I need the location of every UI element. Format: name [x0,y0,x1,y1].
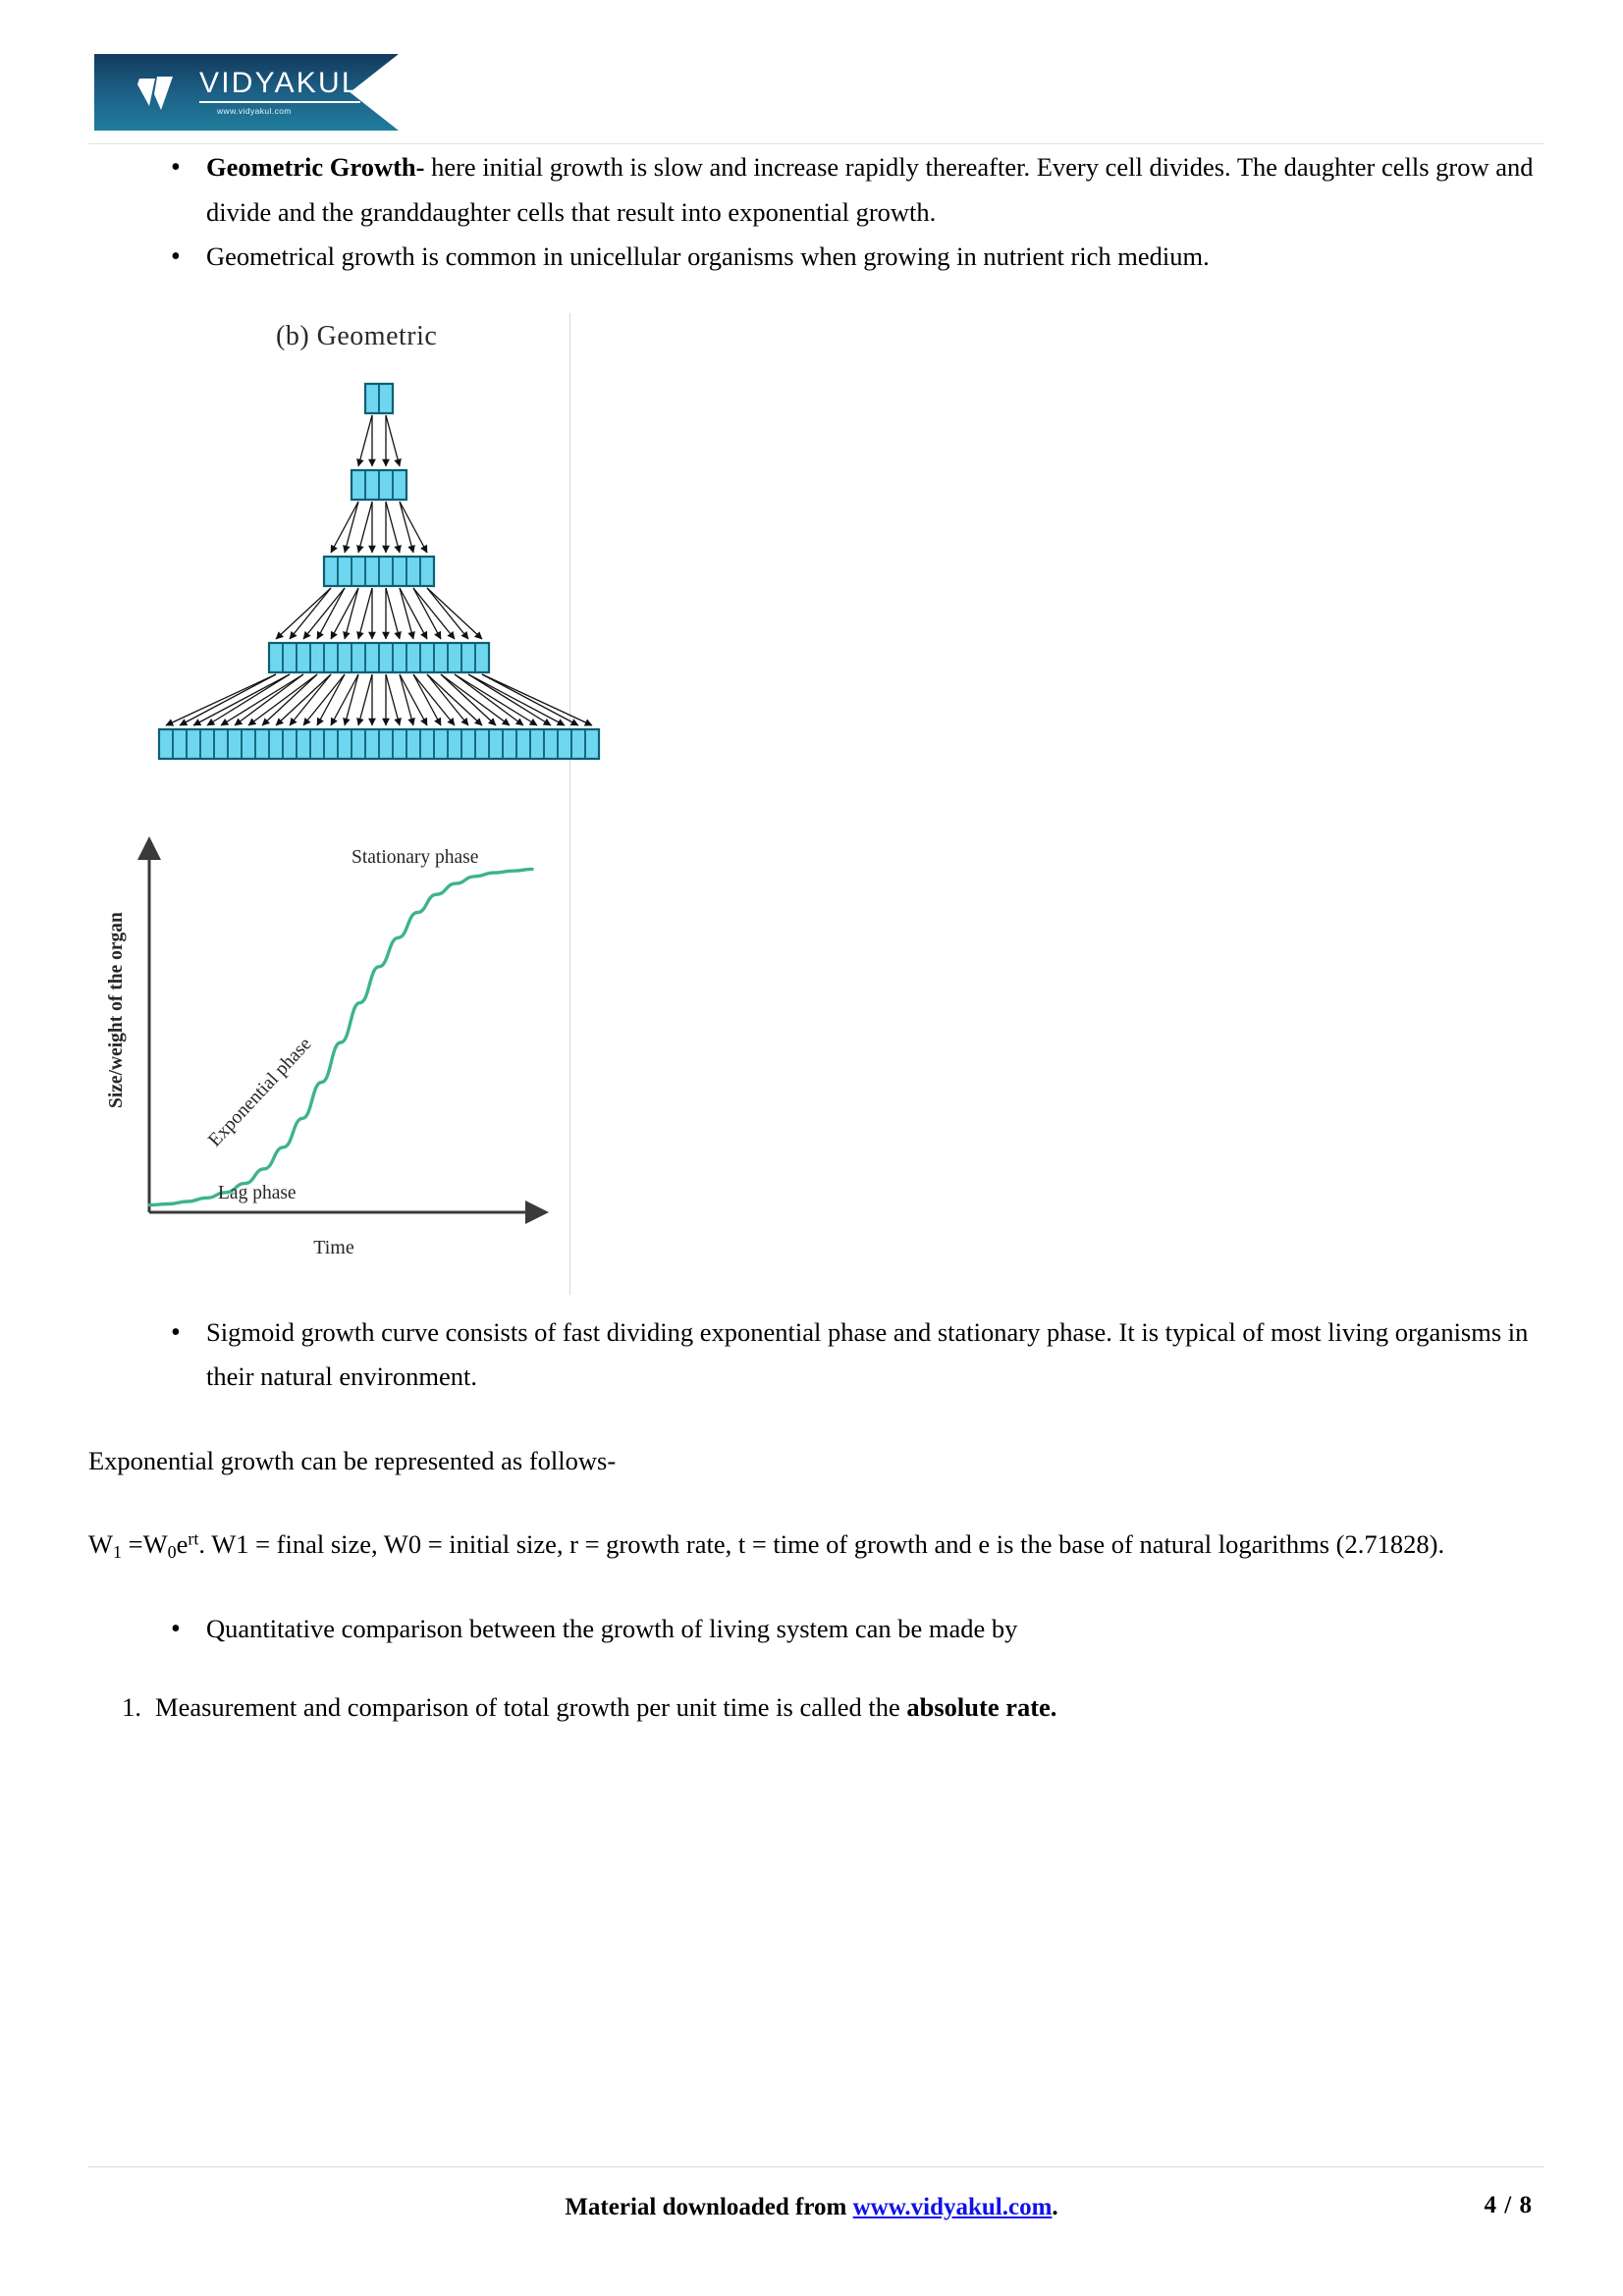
footer-attribution [0,2194,1623,2221]
bullet-list-quantitative [88,1607,1535,1652]
numbered-list [88,1685,1535,1731]
logo-url: www.vidyakul.com [217,106,292,117]
svg-text:Exponential phase: Exponential phase [204,1033,316,1151]
figure-caption: (b) Geometric [276,320,438,351]
svg-text:Size/weight of the organ: Size/weight of the organ [106,911,127,1108]
bullet-1-term: Geometric Growth- [206,152,425,182]
header-divider [88,143,1544,144]
paragraph-exponential-intro: Exponential growth can be represented as follows- [88,1445,617,1475]
list-item: • Quantitative comparison between the growth of living system can be made by [149,1607,1535,1652]
formula-explanation: . W1 = final size, W0 = initial size, r = growth rate, t = time of growth and e is the base of natural logarithms (2.71828). [198,1529,1445,1560]
bullet-1-text: here initial growth is slow and increase rapidly thereafter. Every cell divides. The daughter cells grow and divide and the granddaughter cells that result into exponential growth. [206,152,1534,227]
bullet-list-top [88,145,1535,280]
formula-sub-1: 1 [113,1542,123,1563]
formula-equals: =W [122,1529,168,1560]
footer-text-before: Material downloaded from [565,2194,853,2220]
formula-sub-0: 0 [167,1542,177,1563]
geometric-growth-diagram [94,313,664,824]
page-header [0,0,1623,145]
formula-W: W [88,1529,114,1560]
growth-curve-plot [88,824,560,1285]
page-number: 4 / 8 [1484,2192,1533,2218]
list-item [149,145,1535,235]
vidyakul-checkmark-logo-icon [137,73,190,112]
list-item: • Geometrical growth is common in unicellular organisms when growing in nutrient rich medium. [149,235,1535,280]
svg-text:Lag phase: Lag phase [218,1182,297,1203]
vidyakul-logo [94,54,399,131]
cell-division-tree [94,313,664,824]
list-item [100,1685,1535,1731]
bullet-list-sigmoid [88,1310,1535,1400]
page-content [0,145,1623,1730]
figure-area [0,313,1623,1295]
footer-website-link[interactable]: www.vidyakul.com [852,2194,1053,2220]
svg-text:Stationary phase: Stationary phase [352,846,479,868]
paragraph-formula [88,1522,1535,1568]
formula-sup-rt: rt [188,1528,199,1549]
list-marker: 1. [122,1691,141,1722]
footer-divider [88,2166,1544,2167]
sigmoid-growth-chart [88,824,560,1285]
num-1-emphasis: absolute rate. [906,1691,1057,1722]
list-item: • Sigmoid growth curve consists of fast dividing exponential phase and stationary phase. It is typical of most living organisms in their natural environment. [149,1310,1535,1400]
svg-text:Time: Time [313,1236,354,1258]
page-footer [0,2149,1623,2296]
footer-text-after: . [1052,2194,1058,2220]
logo-wordmark: VIDYAKUL [199,69,360,103]
formula-e: e [176,1529,189,1560]
num-1-text: Measurement and comparison of total growth per unit time is called the [155,1691,907,1722]
